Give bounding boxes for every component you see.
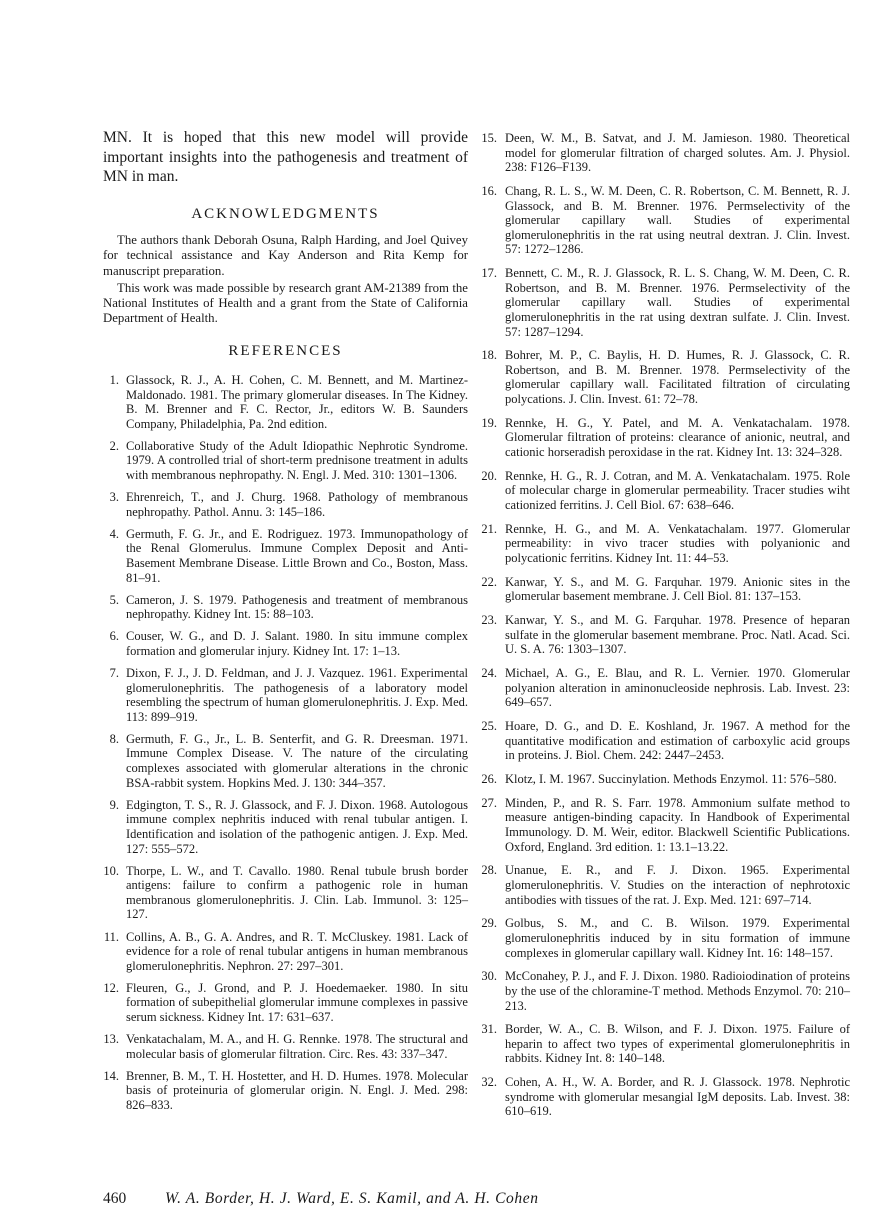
reference-number: 8. xyxy=(109,731,119,746)
reference-number: 15. xyxy=(481,131,497,145)
reference-text: Fleuren, G., J. Grond, and P. J. Hoedemaeker. 1980. In situ formation of subepithelial glomerular immune complexes in passive serum sickness. Kidney Int. 17: 631–637. xyxy=(126,980,468,1024)
reference-item xyxy=(481,719,850,763)
reference-item xyxy=(103,930,468,974)
reference-text: Brenner, B. M., T. H. Hostetter, and H. D. Humes. 1978. Molecular basis of proteinuria of glomerular origin. N. Engl. J. Med. 298: 826–833. xyxy=(126,1068,468,1112)
reference-item xyxy=(103,666,468,724)
reference-number: 22. xyxy=(481,574,497,589)
reference-number: 9. xyxy=(109,797,119,812)
reference-list-continued xyxy=(481,131,850,1119)
reference-item xyxy=(481,666,850,710)
reference-item xyxy=(103,798,468,856)
reference-text: Unanue, E. R., and F. J. Dixon. 1965. Experimental glomerulonephritis. V. Studies on the interaction of nephrotoxic antibodies with tissues of the rat. J. Exp. Med. 121: 697–714. xyxy=(505,863,850,907)
reference-number: 17. xyxy=(481,266,497,281)
reference-number: 2. xyxy=(109,438,119,453)
reference-item xyxy=(103,490,468,519)
reference-text: Thorpe, L. W., and T. Cavallo. 1980. Renal tubule brush border antigens: failure to confirm a pathogenic role in human membranous glomerulonephritis. J. Clin. Lab. Immunol. 3: 125–127. xyxy=(126,863,468,922)
reference-item xyxy=(481,772,850,787)
reference-item xyxy=(103,1032,468,1061)
reference-item xyxy=(481,416,850,460)
reference-number: 21. xyxy=(481,521,497,536)
reference-item xyxy=(481,1022,850,1066)
reference-text: McConahey, P. J., and F. J. Dixon. 1980. Radioiodination of proteins by the use of the chloramine-T method. Methods Enzymol. 70: 210–213. xyxy=(505,969,850,1013)
right-column xyxy=(481,131,850,1128)
reference-text: Dixon, F. J., J. D. Feldman, and J. J. Vazquez. 1961. Experimental glomerulonephritis. The pathogenesis of a laboratory model resembling the spectrum of human glomerulonephritis. J. Exp. Med. 113: 899–919. xyxy=(126,666,468,724)
reference-text: Glassock, R. J., A. H. Cohen, C. M. Bennett, and M. Martinez-Maldonado. 1981. The primary glomerular diseases. In The Kidney. B. M. Brenner and F. C. Rector, Jr., editors W. B. Saunders Company, Philadelphia, Pa. 2nd edition. xyxy=(126,372,468,431)
reference-number: 24. xyxy=(481,666,497,681)
acknowledgments-paragraph: This work was made possible by research grant AM-21389 from the National Institutes of Health and a grant from the State of California Department of Health. xyxy=(103,280,468,326)
reference-number: 3. xyxy=(109,490,119,505)
reference-number: 19. xyxy=(481,415,497,430)
reference-item xyxy=(481,348,850,406)
reference-item xyxy=(481,969,850,1013)
reference-text: Kanwar, Y. S., and M. G. Farquhar. 1979. Anionic sites in the glomerular basement membrane. J. Cell Biol. 81: 137–153. xyxy=(505,574,850,604)
reference-text: Cameron, J. S. 1979. Pathogenesis and treatment of membranous nephropathy. Kidney Int. 15: 88–103. xyxy=(126,592,468,622)
reference-number: 20. xyxy=(481,468,497,483)
reference-number: 14. xyxy=(103,1068,119,1083)
reference-number: 32. xyxy=(481,1075,497,1090)
intro-paragraph: MN. It is hoped that this new model will provide important insights into the pathogenesis and treatment of MN in man. xyxy=(103,129,468,185)
acknowledgments-paragraph: The authors thank Deborah Osuna, Ralph Harding, and Joel Quivey for technical assistance and Kay Anderson and Rita Kemp for manuscript preparation. xyxy=(103,233,468,278)
reference-number: 16. xyxy=(481,183,497,198)
reference-number: 23. xyxy=(481,613,497,628)
reference-item xyxy=(481,131,850,175)
reference-item xyxy=(103,1069,468,1113)
reference-item xyxy=(103,439,468,483)
reference-item xyxy=(481,522,850,566)
reference-number: 6. xyxy=(109,629,119,644)
reference-number: 29. xyxy=(481,916,497,931)
reference-item xyxy=(103,864,468,922)
reference-number: 1. xyxy=(109,372,119,387)
page-footer xyxy=(103,1190,539,1208)
reference-text: Ehrenreich, T., and J. Churg. 1968. Pathology of membranous nephropathy. Pathol. Annu. 3: 145–186. xyxy=(126,490,468,519)
references-heading: REFERENCES xyxy=(228,343,343,360)
reference-number: 30. xyxy=(481,969,497,984)
reference-number: 26. xyxy=(481,772,497,787)
page-number: 460 xyxy=(103,1190,127,1207)
reference-text: Germuth, F. G., Jr., L. B. Senterfit, and G. R. Dreesman. 1971. Immune Complex Disease. V. The nature of the circulating complexes associated with glomerular alterations in the chronic BSA-rabbit system. Hopkins Med. J. 130: 344–357. xyxy=(126,731,468,790)
reference-text: Venkatachalam, M. A., and H. G. Rennke. 1978. The structural and molecular basis of glomerular filtration. Circ. Res. 43: 337–347. xyxy=(126,1032,468,1061)
reference-number: 10. xyxy=(103,863,119,878)
reference-text: Collaborative Study of the Adult Idiopathic Nephrotic Syndrome. 1979. A controlled trial of short-term prednisone treatment in adults with membranous nephropathy. N. Engl. J. Med. 310: 1301–1306. xyxy=(126,438,468,482)
reference-item xyxy=(481,266,850,339)
reference-text: Chang, R. L. S., W. M. Deen, C. R. Robertson, C. M. Bennett, R. J. Glassock, and B. M. Brenner. 1976. Permselectivity of the glomerular capillary wall. Studies of experimental glomerulonephritis in the rat using neutral dextran. J. Clin. Invest. 57: 1272–1286. xyxy=(505,183,850,257)
reference-number: 13. xyxy=(103,1032,119,1047)
reference-number: 5. xyxy=(109,592,119,607)
reference-text: Rennke, H. G., R. J. Cotran, and M. A. Venkatachalam. 1975. Role of molecular charge in glomerular permeability. Tracer studies wiht cationized ferritins. J. Cell Biol. 67: 638–646. xyxy=(505,468,850,512)
reference-item xyxy=(103,629,468,658)
reference-text: Minden, P., and R. S. Farr. 1978. Ammonium sulfate method to measure antigen-binding capacity. In Handbook of Experimental Immunology. D. M. Weir, editor. Blackwell Scientific Publications. Oxford, England. 3rd edition. 1: 13.1–13.22. xyxy=(505,795,850,854)
reference-item xyxy=(103,732,468,790)
reference-text: Deen, W. M., B. Satvat, and J. M. Jamieson. 1980. Theoretical model for glomerular filtration of charged solutes. Am. J. Physiol. 238: F126–F139. xyxy=(505,131,850,175)
reference-item xyxy=(481,184,850,257)
reference-number: 28. xyxy=(481,863,497,878)
running-authors: W. A. Border, H. J. Ward, E. S. Kamil, and A. H. Cohen xyxy=(165,1190,539,1207)
reference-text: Bohrer, M. P., C. Baylis, H. D. Humes, R. J. Glassock, C. R. Robertson, and B. M. Brenner. 1978. Permselectivity of the glomerular capillary wall. Facilitated filtration of circulating polycations. J. Clin. Invest. 61: 72–78. xyxy=(505,348,850,407)
reference-item xyxy=(481,575,850,604)
reference-text: Rennke, H. G., Y. Patel, and M. A. Venkatachalam. 1978. Glomerular filtration of proteins: clearance of anionic, neutral, and cationic horseradish peroxidase in the rat. Kidney Int. 13: 324–328. xyxy=(505,415,850,460)
reference-text: Bennett, C. M., R. J. Glassock, R. L. S. Chang, W. M. Deen, C. R. Robertson, and B. M. Brenner. 1976. Permselectivity of the glomerular capillary wall. Studies of experimental glomerulonephritis in the rat using dextran sulfate. J. Clin. Invest. 57: 1287–1294. xyxy=(505,266,850,339)
reference-item xyxy=(481,863,850,907)
reference-item xyxy=(481,1075,850,1119)
reference-text: Rennke, H. G., and M. A. Venkatachalam. 1977. Glomerular permeability: in vivo tracer studies with polyanionic and polycationic ferritins. Kidney Int. 11: 44–53. xyxy=(505,521,850,565)
reference-text: Germuth, F. G. Jr., and E. Rodriguez. 1973. Immunopathology of the Renal Glomerulus. Immune Complex Deposit and Anti-Basement Membrane Disease. Little Brown and Co., Boston, Mass. 81–91. xyxy=(126,526,468,585)
left-column xyxy=(103,128,468,1120)
reference-item xyxy=(103,527,468,585)
reference-number: 7. xyxy=(109,666,119,680)
reference-number: 27. xyxy=(481,795,497,810)
reference-item xyxy=(481,469,850,513)
reference-text: Klotz, I. M. 1967. Succinylation. Methods Enzymol. 11: 576–580. xyxy=(505,772,837,787)
reference-number: 25. xyxy=(481,719,497,734)
reference-list xyxy=(103,373,468,1113)
reference-item xyxy=(103,981,468,1025)
reference-number: 18. xyxy=(481,348,497,363)
reference-item xyxy=(481,613,850,657)
reference-item xyxy=(481,916,850,960)
reference-number: 11. xyxy=(103,929,119,944)
reference-number: 31. xyxy=(481,1022,497,1037)
reference-item xyxy=(103,373,468,431)
reference-text: Kanwar, Y. S., and M. G. Farquhar. 1978. Presence of heparan sulfate in the glomerular basement membrane. Proc. Natl. Acad. Sci. U. S. A. 76: 1303–1307. xyxy=(505,613,850,657)
acknowledgments-heading: ACKNOWLEDGMENTS xyxy=(191,205,380,222)
reference-text: Border, W. A., C. B. Wilson, and F. J. Dixon. 1975. Failure of heparin to affect two types of experimental glomerulonephritis in rabbits. Kidney Int. 8: 140–148. xyxy=(505,1022,850,1066)
reference-item xyxy=(481,796,850,854)
reference-text: Michael, A. G., E. Blau, and R. L. Vernier. 1970. Glomerular polyanion alteration in aminonucleoside nephrosis. Lab. Invest. 23: 649–657. xyxy=(505,666,850,710)
reference-text: Edgington, T. S., R. J. Glassock, and F. J. Dixon. 1968. Autologous immune complex nephritis induced with renal tubular antigen. I. Identification and isolation of the pathogenic antigen. J. Exp. Med. 127: 555–572. xyxy=(126,797,468,856)
reference-text: Golbus, S. M., and C. B. Wilson. 1979. Experimental glomerulonephritis induced by in situ formation of immune complexes in glomerular capillary wall. Kidney Int. 16: 148–157. xyxy=(505,916,850,960)
reference-item xyxy=(103,593,468,622)
reference-text: Hoare, D. G., and D. E. Koshland, Jr. 1967. A method for the quantitative modification and estimation of carboxylic acid groups in proteins. J. Biol. Chem. 242: 2447–2453. xyxy=(505,719,850,763)
reference-text: Cohen, A. H., W. A. Border, and R. J. Glassock. 1978. Nephrotic syndrome with glomerular mesangial IgM deposits. Lab. Invest. 38: 610–619. xyxy=(505,1075,850,1119)
reference-text: Collins, A. B., G. A. Andres, and R. T. McCluskey. 1981. Lack of evidence for a role of renal tubular antigens in human membranous glomerulonephritis. Nephron. 27: 297–301. xyxy=(126,929,468,973)
reference-number: 12. xyxy=(103,980,119,995)
reference-text: Couser, W. G., and D. J. Salant. 1980. In situ immune complex formation and glomerular injury. Kidney Int. 17: 1–13. xyxy=(126,629,468,658)
reference-number: 4. xyxy=(109,526,119,541)
